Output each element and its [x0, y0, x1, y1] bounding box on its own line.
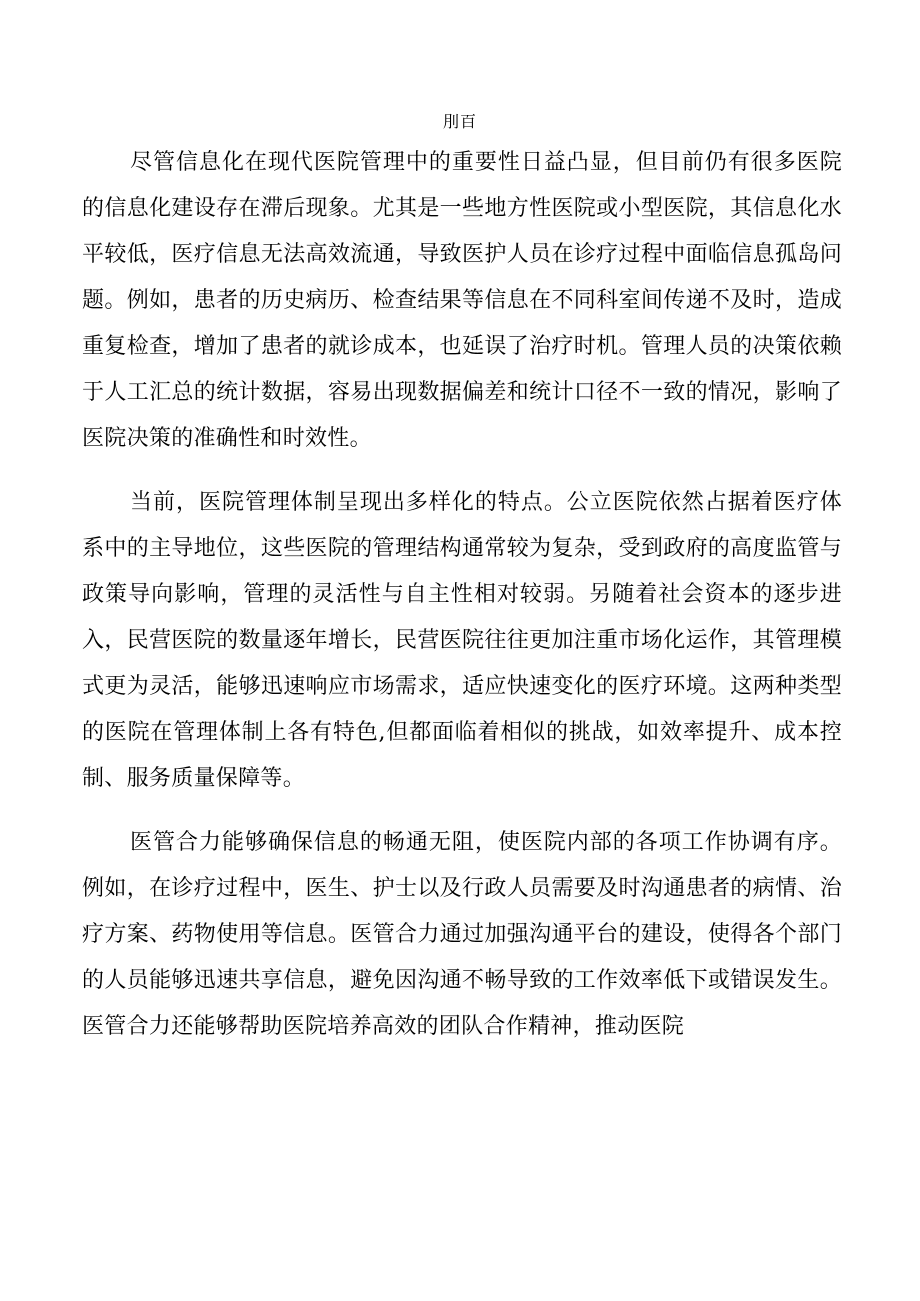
paragraph-2: 当前，医院管理体制呈现出多样化的特点。公立医院依然占据着医疗体系中的主导地位，这些医院的管理结构通常较为复杂，受到政府的高度监管与政策导向影响，管理的灵活性与自主性相对较弱。另随着社会资本的逐步进入，民营医院的数量逐年增长，民营医院往往更加注重市场化运作，其管理模式更为灵活，能够迅速响应市场需求，适应快速变化的医疗环境。这两种类型的医院在管理体制上各有特色,但都面临着相似的挑战，如效率提升、成本控制、服务质量保障等。: [82, 490, 842, 791]
paragraph-3: 医管合力能够确保信息的畅通无阻，使医院内部的各项工作协调有序。例如，在诊疗过程中，医生、护士以及行政人员需要及时沟通患者的病情、治疗方案、药物使用等信息。医管合力通过加强沟通平台的建设，使得各个部门的人员能够迅速共享信息，避免因沟通不畅导致的工作效率低下或错误发生。医管合力还能够帮助医院培养高效的团队合作精神，推动医院: [82, 830, 842, 1039]
document-body: [82, 140, 842, 1068]
document-title: 刖百: [442, 112, 477, 131]
paragraph-1: 尽管信息化在现代医院管理中的重要性日益凸显，但目前仍有很多医院的信息化建设存在滞后现象。尤其是一些地方性医院或小型医院，其信息化水平较低，医疗信息无法高效流通，导致医护人员在诊疗过程中面临信息孤岛问题。例如，患者的历史病历、检查结果等信息在不同科室间传递不及时，造成重复检查，增加了患者的就诊成本，也延误了治疗时机。管理人员的决策依赖于人工汇总的统计数据，容易出现数据偏差和统计口径不一致的情况，影响了医院决策的准确性和时效性。: [82, 150, 842, 451]
